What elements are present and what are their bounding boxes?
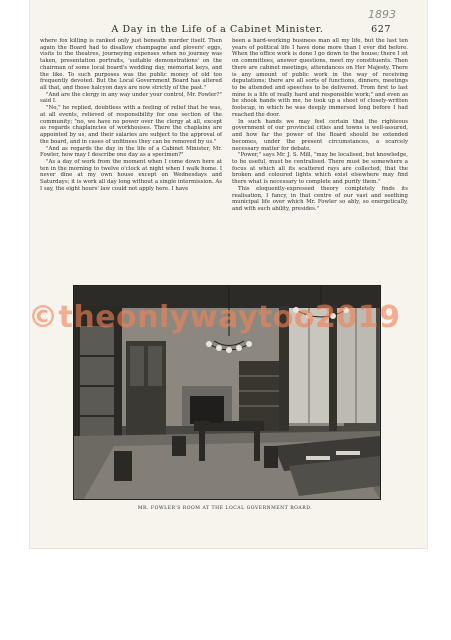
pencil-annotation: 1893 [368,8,396,21]
paragraph: In such hands we may feel certain that the righteous government of our provincial cities and towns is well-assured, and how far the power of the Board should be extended becomes, under the present circumstances, a scarcely necessary matter for debate. [232,118,408,152]
paragraph: This eloquently-expressed theory completely finds its realisation, I fancy, in that centre of our vast and seething municipal life over which Mr. Fowler so ably, so energetically, and with such ability, presides." [232,185,408,212]
paragraph: been a hard-working business man all my life, but the last ten years of political life I have done more than I ever did before. When the office work is done I go down to the house; there I sit on committees, answer questions, meet my constituents. Then there are cabinet meetings, attendances on Her Majesty. There is any amount of public work in the way of receiving deputations; there are all sorts of functions, dinners, meetings to be attended and speeches to be delivered. From first to last mine is a life of really hard and responsible work;" and even as he shook hands with me, he took up a sheet of closely-written foolscap, in which he was deeply immersed long before I had reached the door. [232,38,408,118]
running-title: A Day in the Life of a Cabinet Minister. [111,24,324,35]
running-header [40,24,395,35]
paragraph: "As a day of work from the moment when I come down here at ten in the morning to twelve o'clock at night when I walk home. I never dine at my own house except on Wednesdays and Saturdays; it is work all day long without a single intermission. As I say, the eight hours' law could not apply here. I have [40,158,222,192]
watermark: ©theonlywaytoo2019 [28,300,401,335]
right-text-column [232,38,408,213]
paragraph: "And as regards the day in the life of a Cabinet Minister, Mr. Fowler, how may I describe one day as a specimen?" [40,145,222,159]
page-number: 627 [371,24,391,35]
paragraph: "And are the clergy in any way under your control, Mr. Fowler?" said I. [40,91,222,105]
paragraph: "Power," says Mr. J. S. Mill, "may be localised, but knowledge, to be useful, must be centralised. There must be somewhere a focus at which all its scattered rays are collected, that the broken and coloured lights which exist elsewhere may find there what is necessary to complete and purify them." [232,152,408,186]
paragraph: where fox killing is ranked only just beneath murder itself. Then again the Board had to disallow champagne and plovers' eggs, visits to the theatres, journeying expenses when no journey was taken, presentation portraits, 'suitable demonstrations' on the chairman of some local board's wedding day, memorial keys, and the like. To such purposes was the public money of old too frequently devoted. But the Local Government Board has altered all that, and those halcyon days are now strictly of the past." [40,38,222,92]
left-text-column [40,38,222,193]
paragraph: "No," he replied, doubtless with a feeling of relief that he was, at all events, relieved of responsibility for one section of the community; "no, we have no power over the clergy at all, except as regards chaplaincies of workhouses. There the chaplains are appointed by us, and their salaries are subject to the approval of the board, and in cases of unfitness they can be removed by us." [40,105,222,145]
figure-caption: MR. FOWLER'S ROOM AT THE LOCAL GOVERNMENT BOARD. [137,506,313,511]
